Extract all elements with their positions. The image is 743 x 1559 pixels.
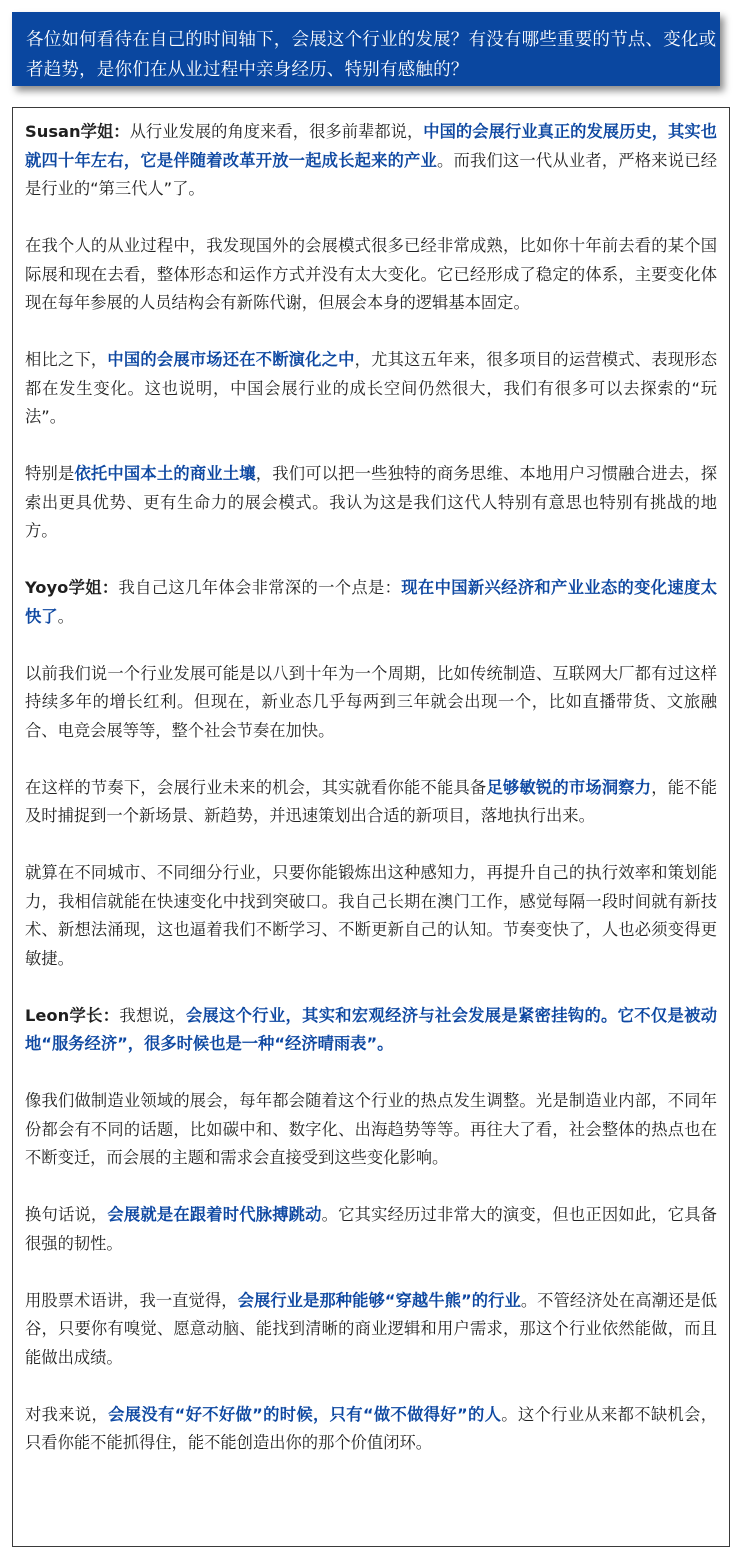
body-text: 。它其实经历过非常大的演变，但也正因如此，它具备很强的韧性。: [25, 1205, 717, 1253]
answer-paragraph: [25, 574, 717, 631]
highlighted-text: 中国的会展行业真正的发展历史，其实也就四十年左右，它是伴随着改革开放一起成长起来的产业: [25, 122, 717, 170]
highlighted-text: 会展这个行业，其实和宏观经济与社会发展是紧密挂钩的。它不仅是被动地“服务经济”，很多时候也是一种“经济晴雨表”。: [25, 1005, 717, 1053]
answer-paragraph: [25, 118, 717, 204]
body-text: 以前我们说一个行业发展可能是以八到十年为一个周期，比如传统制造、互联网大厂都有过这样持续多年的增长红利。但现在，新业态几乎每两到三年就会出现一个，比如直播带货、文旅融合、电竞会展等等，整个社会节奏在加快。: [25, 663, 717, 740]
answer-content: [25, 118, 717, 1458]
body-text: ，我们可以把一些独特的商务思维、本地用户习惯融合进去，探索出更具优势、更有生命力的展会模式。我认为这是我们这代人特别有意思也特别有挑战的地方。: [25, 464, 717, 540]
body-text: ，能不能及时捕捉到一个新场景、新趋势，并迅速策划出合适的新项目，落地执行出来。: [25, 777, 717, 825]
answer-paragraph: [25, 774, 717, 831]
body-text: ，尤其这五年来，很多项目的运营模式、表现形态都在发生变化。这也说明，中国会展行业的成长空间仍然很大，我们有很多可以去探索的“玩法”。: [25, 350, 717, 426]
body-text: 。: [57, 606, 74, 626]
answer-paragraph: [25, 1401, 717, 1458]
speaker-name: Yoyo学姐：: [25, 578, 119, 597]
body-text: 就算在不同城市、不同细分行业，只要你能锻炼出这种感知力，再提升自己的执行效率和策划能力，我相信就能在快速变化中找到突破口。我自己长期在澳门工作，感觉每隔一段时间就有新技术、新想法涌现，这也逼着我们不断学习、不断更新自己的认知。节奏变快了，人也必须变得更敏捷。: [25, 863, 717, 968]
answer-panel: [12, 107, 730, 1547]
answer-paragraph: [25, 1201, 717, 1258]
highlighted-text: 会展没有“好不好做”的时候，只有“做不做得好”的人: [108, 1404, 502, 1424]
answer-paragraph: [25, 460, 717, 546]
question-banner: [12, 12, 720, 86]
body-text: 特别是: [25, 464, 75, 483]
answer-paragraph: [25, 232, 717, 318]
body-text: 像我们做制造业领域的展会，每年都会随着这个行业的热点发生调整。光是制造业内部，不同年份都会有不同的话题，比如碳中和、数字化、出海趋势等等。再往大了看，社会整体的热点也在不断变迁，而会展的主题和需求会直接受到这些变化影响。: [25, 1091, 717, 1167]
highlighted-text: 会展就是在跟着时代脉搏跳动: [107, 1205, 322, 1224]
highlighted-text: 会展行业是那种能够“穿越牛熊”的行业: [237, 1290, 521, 1310]
body-text: 换句话说，: [25, 1205, 108, 1224]
body-text: 我自己这几年体会非常深的一个点是：: [118, 578, 402, 597]
highlighted-text: 现在中国新兴经济和产业业态的变化速度太快了: [25, 578, 717, 626]
question-text: 各位如何看待在自己的时间轴下，会展这个行业的发展？有没有哪些重要的节点、变化或者趋势，是你们在从业过程中亲身经历、特别有感触的？: [26, 30, 717, 80]
body-text: 在这样的节奏下，会展行业未来的机会，其实就看你能不能具备: [25, 777, 487, 797]
speaker-name: Susan学姐：: [25, 122, 130, 141]
highlighted-text: 足够敏锐的市场洞察力: [486, 777, 652, 797]
answer-paragraph: [25, 660, 717, 746]
body-text: 我想说，: [119, 1005, 186, 1025]
body-text: 。不管经济处在高潮还是低谷，只要你有嗅觉、愿意动脑、能找到清晰的商业逻辑和用户需求，那这个行业依然能做，而且能做出成绩。: [25, 1290, 717, 1367]
answer-paragraph: [25, 1002, 717, 1059]
highlighted-text: 依托中国本土的商业土壤: [74, 464, 256, 483]
body-text: 相比之下，: [25, 350, 108, 369]
body-text: 。这个行业从来都不缺机会，只看你能不能抓得住，能不能创造出你的那个价值闭环。: [25, 1404, 717, 1452]
speaker-name: Leon学长：: [25, 1005, 120, 1025]
answer-paragraph: [25, 1087, 717, 1173]
body-text: 在我个人的从业过程中，我发现国外的会展模式很多已经非常成熟，比如你十年前去看的某个国际展和现在去看，整体形态和运作方式并没有太大变化。它已经形成了稳定的体系，主要变化体现在每年参展的人员结构会有新陈代谢，但展会本身的逻辑基本固定。: [25, 236, 717, 312]
answer-paragraph: [25, 859, 717, 973]
body-text: 从行业发展的角度来看，很多前辈都说，: [129, 122, 424, 141]
answer-paragraph: [25, 346, 717, 432]
body-text: 。而我们这一代从业者，严格来说已经是行业的“第三代人”了。: [25, 150, 717, 198]
body-text: 用股票术语讲，我一直觉得，: [25, 1290, 238, 1310]
body-text: 对我来说，: [25, 1404, 109, 1424]
answer-paragraph: [25, 1287, 717, 1373]
highlighted-text: 中国的会展市场还在不断演化之中: [107, 350, 355, 369]
